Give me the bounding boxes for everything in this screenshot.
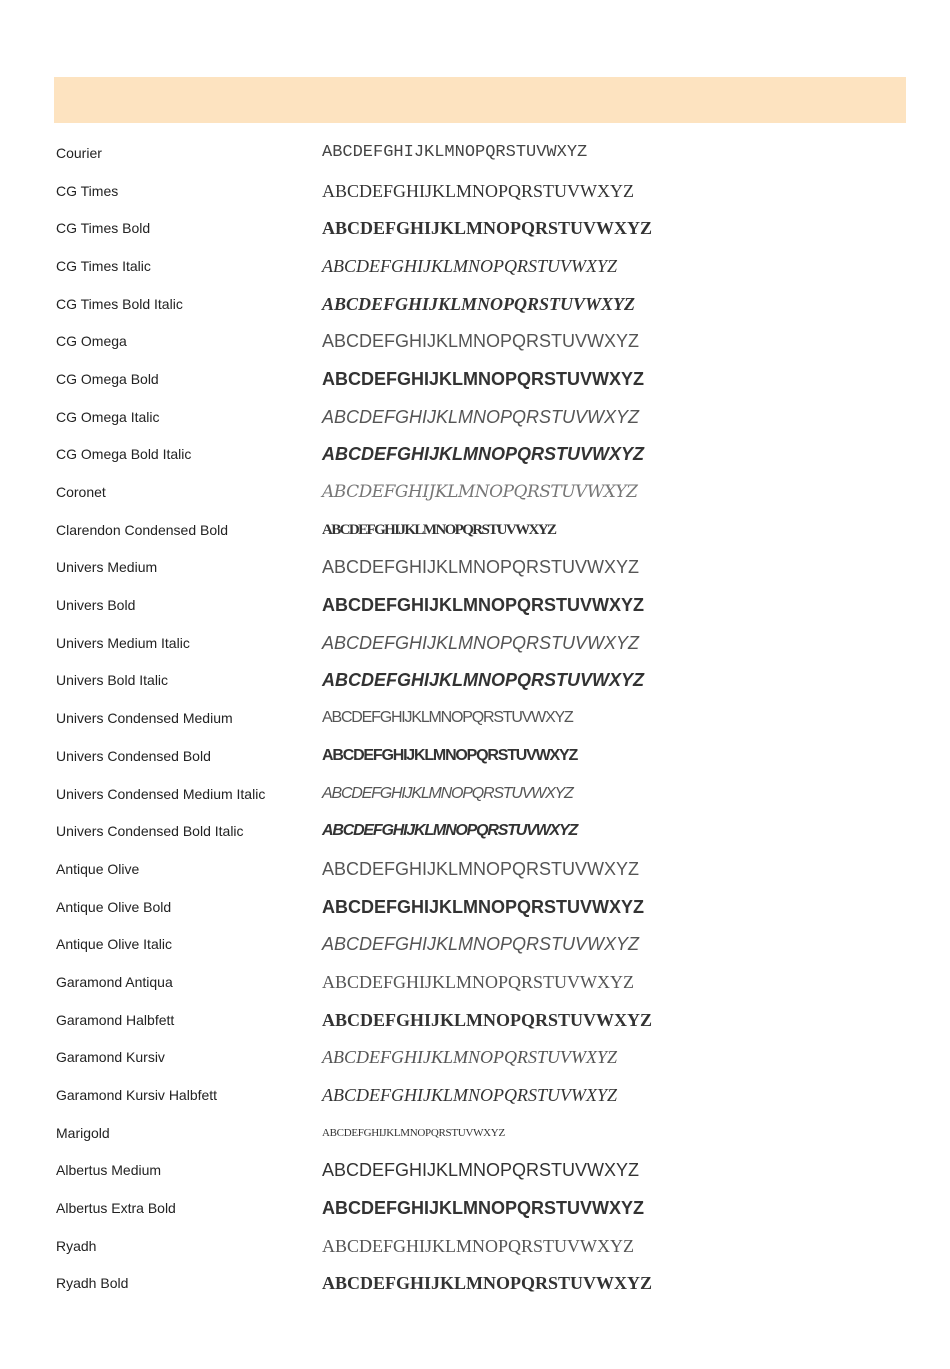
font-name: Univers Condensed Medium xyxy=(56,710,233,727)
font-sample: ABCDEFGHIJKLMNOPQRSTUVWXYZ xyxy=(322,180,635,201)
font-sample: ABCDEFGHIJKLMNOPQRSTUVWXYZ xyxy=(322,255,617,276)
font-row xyxy=(0,134,950,172)
font-sample: ABCDEFGHIJKLMNOPQRSTUVWXYZ xyxy=(322,746,578,764)
font-row xyxy=(0,209,950,247)
font-name: Univers Condensed Medium Italic xyxy=(56,785,266,802)
font-name: Courier xyxy=(56,144,102,161)
font-sample: ABCDEFGHIJKLMNOPQRSTUVWXYZ xyxy=(322,1126,505,1139)
font-name: CG Omega Bold Italic xyxy=(56,446,192,463)
font-row xyxy=(0,436,950,474)
font-row xyxy=(0,1227,950,1265)
font-row xyxy=(0,662,950,700)
font-row xyxy=(0,1189,950,1227)
font-row xyxy=(0,398,950,436)
font-sample: ABCDEFGHIJKLMNOPQRSTUVWXYZ xyxy=(322,1085,617,1106)
font-row xyxy=(0,624,950,662)
font-row xyxy=(0,1265,950,1303)
font-name: Antique Olive Italic xyxy=(56,936,172,953)
font-row xyxy=(0,473,950,511)
font-sample: ABCDEFGHIJKLMNOPQRSTUVWXYZ xyxy=(322,934,640,955)
font-name: Univers Medium Italic xyxy=(56,634,190,651)
font-name: Albertus Extra Bold xyxy=(56,1200,176,1217)
font-row xyxy=(0,586,950,624)
font-row xyxy=(0,737,950,775)
font-sample: ABCDEFGHIJKLMNOPQRSTUVWXYZ xyxy=(322,1198,645,1219)
font-sample: ABCDEFGHIJKLMNOPQRSTUVWXYZ xyxy=(322,557,640,578)
font-sample: ABCDEFGHIJKLMNOPQRSTUVWXYZ xyxy=(322,822,578,840)
font-sample: ABCDEFGHIJKLMNOPQRSTUVWXYZ xyxy=(322,218,653,239)
font-row xyxy=(0,775,950,813)
font-name: CG Times Italic xyxy=(56,257,151,274)
header-band xyxy=(54,77,906,123)
font-row xyxy=(0,172,950,210)
font-name: Garamond Antiqua xyxy=(56,973,173,990)
font-name: CG Omega xyxy=(56,333,127,350)
font-sample: ABCDEFGHIJKLMNOPQRSTUVWXYZ xyxy=(322,971,635,992)
font-sample: ABCDEFGHIJKLMNOPQRSTUVWXYZ xyxy=(322,444,645,465)
font-sample: ABCDEFGHIJKLMNOPQRSTUVWXYZ xyxy=(322,858,640,879)
font-name: Antique Olive xyxy=(56,860,140,877)
font-sample: ABCDEFGHIJKLMNOPQRSTUVWXYZ xyxy=(322,1235,635,1256)
font-sample: ABCDEFGHIJKLMNOPQRSTUVWXYZ xyxy=(322,142,588,162)
font-sample: ABCDEFGHIJKLMNOPQRSTUVWXYZ xyxy=(322,521,556,538)
font-row xyxy=(0,549,950,587)
font-row xyxy=(0,812,950,850)
font-row xyxy=(0,511,950,549)
font-name: Clarendon Condensed Bold xyxy=(56,521,229,538)
font-name: Garamond Halbfett xyxy=(56,1011,175,1028)
font-name: Univers Medium xyxy=(56,559,158,576)
font-row xyxy=(0,1152,950,1190)
font-row xyxy=(0,1114,950,1152)
font-name: Coronet xyxy=(56,484,106,501)
font-sample: ABCDEFGHIJKLMNOPQRSTUVWXYZ xyxy=(322,1047,617,1068)
font-sample: ABCDEFGHIJKLMNOPQRSTUVWXYZ xyxy=(322,595,645,616)
font-sample: ABCDEFGHIJKLMNOPQRSTUVWXYZ xyxy=(322,331,640,352)
font-name: Univers Condensed Bold xyxy=(56,747,211,764)
font-sample: ABCDEFGHIJKLMNOPQRSTUVWXYZ xyxy=(322,368,645,389)
font-name: Univers Bold Italic xyxy=(56,672,169,689)
font-row xyxy=(0,285,950,323)
font-name: Garamond Kursiv Halbfett xyxy=(56,1087,218,1104)
font-name: Univers Condensed Bold Italic xyxy=(56,823,244,840)
font-name: Ryadh xyxy=(56,1237,97,1254)
font-sample: ABCDEFGHIJKLMNOPQRSTUVWXYZ xyxy=(322,896,645,917)
font-row xyxy=(0,360,950,398)
font-row xyxy=(0,963,950,1001)
font-sample: ABCDEFGHIJKLMNOPQRSTUVWXYZ xyxy=(322,293,636,314)
font-row xyxy=(0,1001,950,1039)
font-name: Marigold xyxy=(56,1124,110,1141)
font-sample: ABCDEFGHIJKLMNOPQRSTUVWXYZ xyxy=(322,632,640,653)
font-sample: ABCDEFGHIJKLMNOPQRSTUVWXYZ xyxy=(322,709,573,727)
font-sample: ABCDEFGHIJKLMNOPQRSTUVWXYZ xyxy=(322,784,573,802)
font-name: CG Times Bold xyxy=(56,220,151,237)
font-name: CG Omega Italic xyxy=(56,408,160,425)
font-row xyxy=(0,322,950,360)
font-name: Ryadh Bold xyxy=(56,1275,129,1292)
font-row xyxy=(0,247,950,285)
font-name: CG Omega Bold xyxy=(56,370,159,387)
font-name: CG Times Bold Italic xyxy=(56,295,183,312)
font-row xyxy=(0,850,950,888)
font-list xyxy=(0,134,950,1302)
font-row xyxy=(0,699,950,737)
font-sample: ABCDEFGHIJKLMNOPQRSTUVWXYZ xyxy=(322,670,645,691)
font-name: Antique Olive Bold xyxy=(56,898,172,915)
font-sample: ABCDEFGHIJKLMNOPQRSTUVWXYZ xyxy=(322,1160,640,1181)
font-row xyxy=(0,1039,950,1077)
font-name: Univers Bold xyxy=(56,597,136,614)
font-sample: ABCDEFGHIJKLMNOPQRSTUVWXYZ xyxy=(322,482,638,503)
font-row xyxy=(0,888,950,926)
font-name: CG Times xyxy=(56,182,119,199)
font-name: Albertus Medium xyxy=(56,1162,162,1179)
font-sample: ABCDEFGHIJKLMNOPQRSTUVWXYZ xyxy=(322,1273,653,1294)
font-sample: ABCDEFGHIJKLMNOPQRSTUVWXYZ xyxy=(322,1009,653,1030)
font-name: Garamond Kursiv xyxy=(56,1049,165,1066)
font-row xyxy=(0,925,950,963)
font-sample: ABCDEFGHIJKLMNOPQRSTUVWXYZ xyxy=(322,406,640,427)
font-row xyxy=(0,1076,950,1114)
